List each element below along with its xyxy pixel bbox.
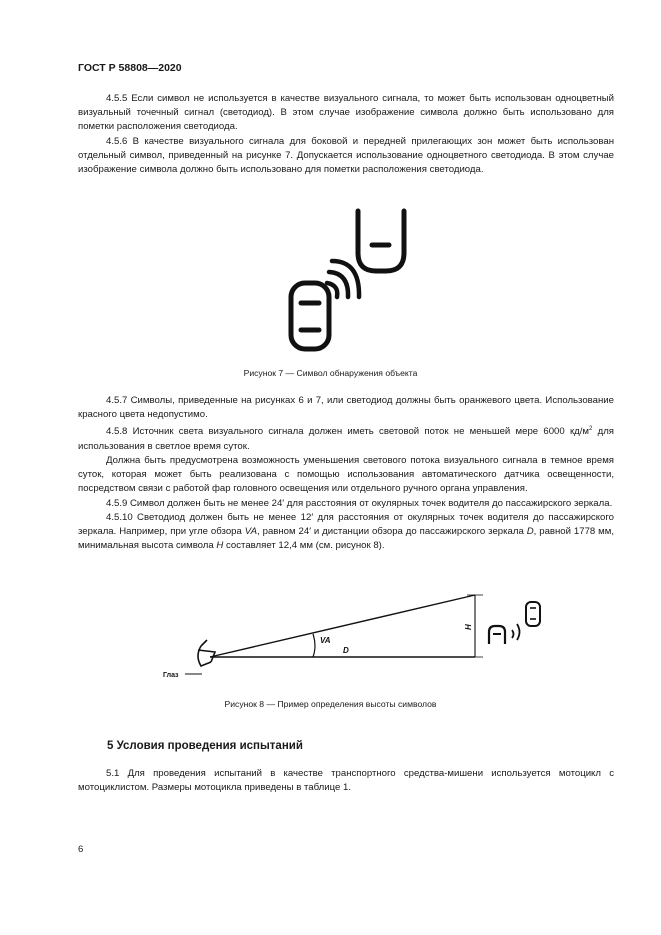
clause-4-5-9: 4.5.9 Символ должен быть не менее 24′ для расстояния от окулярных точек водителя до пассажирского зеркала.: [106, 497, 613, 509]
signal-wave-icon: [512, 630, 514, 638]
clause-4-5-6: 4.5.6 В качестве визуального сигнала для боковой и передней прилегающих зон может быть использован отдельный символ, приведенный на рисунке 7. Допускается использование одноцветного светодиода. В этом случае изображение символа должно быть использовано для пометки расположения светодиода.: [78, 135, 614, 176]
eye-icon: [198, 640, 215, 666]
rear-car-outline-icon: [358, 211, 404, 271]
signal-wave-icon: [517, 624, 520, 640]
section-5-body: [78, 767, 614, 795]
page-number: 6: [78, 844, 84, 855]
figure-7-caption: Рисунок 7 — Символ обнаружения объекта: [243, 368, 418, 378]
section-5-heading: 5 Условия проведения испытаний: [107, 740, 303, 752]
figure-8-caption: Рисунок 8 — Пример определения высоты символов: [224, 699, 437, 709]
va-label: VA: [320, 636, 331, 645]
object-detection-symbol-figure: [270, 205, 420, 355]
vehicle-icon: [526, 602, 540, 626]
angle-arc: [313, 634, 315, 657]
dimming-paragraph: Должна быть предусмотрена возможность уменьшения светового потока визуального сигнала в темное время суток, которая может быть реализована с помощью использования автоматического датчика освещенности, посредством связи с работой фар головного освещения или отдельного ручного органа управления.: [78, 455, 614, 495]
d-label: D: [343, 646, 349, 655]
clause-4-5-5: 4.5.5 Если символ не используется в качестве визуального сигнала, то может быть использован одноцветный визуальный точечный сигнал (светодиод). В этом случае изображение символа должно быть использовано для пометки расположения светодиода.: [78, 93, 614, 133]
clauses-4-5-7-to-4-5-10: [78, 394, 614, 553]
clauses-4-5-5-to-4-5-6: [78, 92, 614, 177]
h-label: H: [464, 624, 473, 630]
document-code: ГОСТ Р 58808—2020: [78, 62, 182, 74]
clause-5-1: 5.1 Для проведения испытаний в качестве транспортного средства-мишени используется мотоцикл с мотоциклистом. Размеры мотоцикла приведены в таблице 1.: [78, 768, 614, 794]
own-car-outline-icon: [291, 283, 329, 349]
eye-label: Глаз: [163, 672, 179, 679]
clause-4-5-8: 4.5.8 Источник света визуального сигнала должен иметь световой поток не меньшей мере 6000 $кд/м^2$ для использования в светлое время суток.: [78, 426, 614, 452]
clause-4-5-10: 4.5.10 Светодиод должен быть не менее 12′ для расстояния от окулярных точек водителя до пассажирского зеркала. Например, при угле обзора VA, равном 24′ и дистанции обзора до пассажирского зеркала D, равной 1778 мм, минимальная высота символа H составляет 12,4 мм (см. рисунок 8).: [78, 511, 615, 552]
clause-4-5-7: 4.5.7 Символы, приведенные на рисунках 6 и 7, или светодиод должны быть оранжевого цвета. Использование красного цвета недопустимо.: [78, 395, 614, 421]
viewing-angle-diagram: [155, 590, 555, 690]
